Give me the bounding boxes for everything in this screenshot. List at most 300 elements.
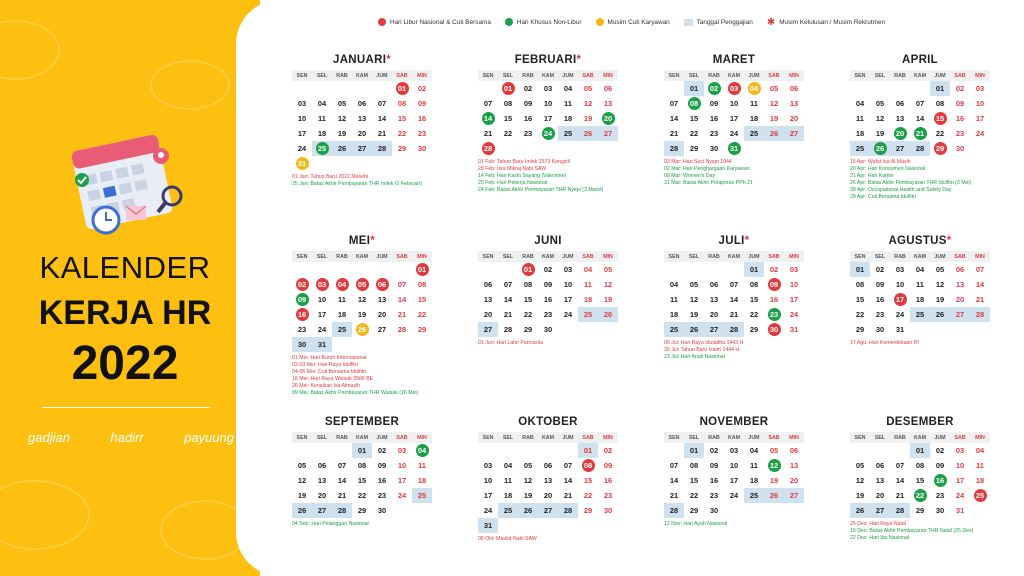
day-number: 03	[895, 265, 905, 274]
day-number: 09	[955, 99, 965, 108]
day-number: 31	[895, 325, 905, 334]
day-number: 14	[397, 295, 407, 304]
day-cell	[292, 277, 312, 292]
day-cell	[704, 503, 724, 518]
day-number: 07	[669, 99, 679, 108]
legend-square-icon	[684, 19, 693, 26]
day-cell	[970, 488, 990, 503]
day-number: 18	[503, 491, 513, 500]
empty-cell	[292, 262, 312, 277]
day-cell	[764, 473, 784, 488]
weekday-header: RAB	[704, 70, 724, 81]
weekday-header: SAB	[392, 432, 412, 443]
empty-cell	[292, 81, 312, 96]
day-cell	[930, 277, 950, 292]
weekday-header: SAB	[764, 432, 784, 443]
weekday-header: MIN	[598, 70, 618, 81]
weekday-header: RAB	[890, 251, 910, 262]
day-cell	[930, 111, 950, 126]
weekday-header: SEN	[292, 251, 312, 262]
day-cell	[372, 141, 392, 156]
day-number: 02	[935, 446, 945, 455]
day-cell	[352, 307, 372, 322]
day-cell	[538, 307, 558, 322]
day-cell	[518, 277, 538, 292]
weekday-header: MIN	[970, 70, 990, 81]
day-number: 26	[337, 144, 347, 153]
month-title	[664, 235, 804, 249]
day-number: 27	[709, 325, 719, 334]
day-cell	[724, 81, 744, 96]
day-cell	[970, 458, 990, 473]
day-cell	[764, 443, 784, 458]
day-number: 07	[377, 99, 387, 108]
day-number: 11	[856, 114, 864, 123]
day-number: 26	[523, 506, 533, 515]
day-cell	[664, 307, 684, 322]
weekday-header: JUM	[744, 432, 764, 443]
day-cell	[292, 96, 312, 111]
day-cell	[518, 458, 538, 473]
day-cell	[352, 488, 372, 503]
day-cell	[724, 141, 744, 156]
day-number: 30	[297, 340, 307, 349]
day-cell	[312, 473, 332, 488]
day-number: 22	[357, 491, 367, 500]
day-cell	[890, 126, 910, 141]
day-number: 13	[895, 114, 905, 123]
day-cell	[704, 488, 724, 503]
weekday-header: SEN	[664, 70, 684, 81]
holiday-note: 02-03 Mei: Hari Raya Idulfitri	[292, 362, 358, 368]
day-cell	[764, 488, 784, 503]
day-cell	[292, 126, 312, 141]
day-cell	[578, 126, 598, 141]
day-cell	[744, 96, 764, 111]
day-number: 08	[582, 459, 595, 472]
day-cell	[498, 277, 518, 292]
day-cell	[518, 262, 538, 277]
day-number: 25	[669, 325, 679, 334]
day-number: 16	[377, 476, 387, 485]
day-cell	[412, 126, 432, 141]
holiday-note: 22 Des: Hari Ibu Nasional	[850, 535, 910, 541]
day-number: 08	[523, 280, 533, 289]
legend-item	[684, 19, 753, 26]
month-name: MEI	[348, 235, 371, 247]
day-number: 01	[749, 265, 759, 274]
day-number: 31	[728, 142, 741, 155]
day-cell	[724, 473, 744, 488]
payuung-logo: payuung	[184, 430, 234, 445]
day-number: 02	[769, 265, 779, 274]
weekday-header: RAB	[704, 251, 724, 262]
day-cell	[784, 262, 804, 277]
day-number: 22	[689, 491, 699, 500]
day-cell	[850, 322, 870, 337]
day-grid	[292, 251, 432, 352]
day-number: 04	[669, 280, 679, 289]
day-cell	[352, 443, 372, 458]
day-cell	[578, 307, 598, 322]
weekday-header: KAM	[910, 251, 930, 262]
day-cell	[684, 277, 704, 292]
day-number: 04	[748, 82, 761, 95]
day-number: 30	[935, 506, 945, 515]
day-number: 16	[875, 295, 885, 304]
day-cell	[890, 503, 910, 518]
day-cell	[392, 81, 412, 96]
day-cell	[498, 503, 518, 518]
day-number: 11	[318, 114, 326, 123]
day-number: 22	[583, 491, 593, 500]
day-number: 25	[316, 142, 329, 155]
day-cell	[870, 488, 890, 503]
day-number: 24	[397, 491, 407, 500]
day-cell	[598, 111, 618, 126]
day-number: 01	[416, 263, 429, 276]
day-number: 15	[503, 114, 513, 123]
holiday-notes	[664, 521, 804, 528]
day-cell	[372, 503, 392, 518]
day-number: 04	[855, 99, 865, 108]
day-number: 23	[768, 308, 781, 321]
month-title	[478, 54, 618, 68]
day-cell	[870, 111, 890, 126]
day-cell	[704, 277, 724, 292]
day-number: 05	[689, 280, 699, 289]
day-number: 24	[542, 127, 555, 140]
day-number: 10	[895, 280, 905, 289]
day-cell	[664, 473, 684, 488]
day-number: 13	[875, 476, 885, 485]
day-cell	[930, 488, 950, 503]
weekday-header: KAM	[538, 432, 558, 443]
day-number: 30	[875, 325, 885, 334]
calendar-illustration-icon	[66, 128, 196, 238]
day-number: 06	[875, 461, 885, 470]
day-cell	[518, 96, 538, 111]
day-cell	[890, 111, 910, 126]
legend-dot-icon	[505, 18, 513, 26]
day-number: 26	[769, 491, 779, 500]
day-cell	[910, 141, 930, 156]
day-cell	[850, 473, 870, 488]
day-cell	[292, 322, 312, 337]
holiday-note: 25 Des: Hari Raya Natal	[850, 521, 906, 527]
month-juni	[478, 235, 618, 347]
brand-logos	[28, 430, 234, 445]
day-cell	[558, 126, 578, 141]
day-cell	[764, 96, 784, 111]
day-number: 19	[603, 295, 613, 304]
day-cell	[664, 503, 684, 518]
weekday-header: SEN	[478, 432, 498, 443]
day-cell	[930, 262, 950, 277]
day-number: 19	[689, 310, 699, 319]
day-cell	[478, 96, 498, 111]
day-number: 20	[789, 476, 799, 485]
day-cell	[684, 96, 704, 111]
day-cell	[890, 277, 910, 292]
day-number: 06	[317, 461, 327, 470]
day-cell	[558, 277, 578, 292]
day-number: 20	[602, 112, 615, 125]
day-number: 18	[915, 295, 925, 304]
day-cell	[684, 141, 704, 156]
weekday-header: SAB	[764, 251, 784, 262]
day-number: 02	[523, 84, 533, 93]
sidebar-panel	[0, 0, 260, 576]
day-cell	[558, 111, 578, 126]
day-number: 20	[483, 310, 493, 319]
month-oktober	[478, 416, 618, 543]
month-title	[292, 416, 432, 430]
day-cell	[518, 503, 538, 518]
day-cell	[292, 141, 312, 156]
day-cell	[312, 96, 332, 111]
day-cell	[332, 126, 352, 141]
recruitment-star-icon: *	[386, 54, 391, 66]
day-cell	[910, 262, 930, 277]
legend-label: Musim Kelulusan / Musim Rekrutmen	[779, 18, 886, 26]
day-cell	[684, 488, 704, 503]
day-number: 11	[750, 461, 758, 470]
day-cell	[498, 81, 518, 96]
month-september	[292, 416, 432, 528]
day-cell	[352, 473, 372, 488]
recruitment-star-icon: *	[370, 235, 376, 247]
day-cell	[744, 322, 764, 337]
month-desember	[850, 416, 990, 542]
day-number: 12	[769, 99, 779, 108]
day-cell	[312, 292, 332, 307]
day-cell	[704, 126, 724, 141]
day-cell	[784, 126, 804, 141]
month-name: AGUSTUS	[888, 235, 947, 247]
weekday-header: SEL	[870, 70, 890, 81]
day-cell	[332, 503, 352, 518]
weekday-header: JUM	[744, 70, 764, 81]
day-cell	[684, 126, 704, 141]
day-cell	[478, 307, 498, 322]
day-cell	[910, 458, 930, 473]
day-number: 09	[603, 461, 613, 470]
day-number: 23	[709, 491, 719, 500]
empty-cell	[372, 262, 392, 277]
day-number: 21	[397, 310, 407, 319]
holiday-note: 04-06 Mei: Cuti Bersama Idulfitri	[292, 369, 367, 375]
day-number: 08	[855, 280, 865, 289]
month-title	[292, 235, 432, 249]
day-number: 22	[855, 310, 865, 319]
empty-cell	[478, 262, 498, 277]
weekday-header: KAM	[724, 251, 744, 262]
day-number: 01	[502, 82, 515, 95]
day-cell	[930, 443, 950, 458]
day-number: 26	[603, 310, 613, 319]
day-number: 17	[563, 295, 573, 304]
month-name: DESEMBER	[886, 416, 954, 428]
day-cell	[704, 111, 724, 126]
day-cell	[870, 96, 890, 111]
holiday-notes	[664, 340, 804, 361]
day-number: 04	[317, 99, 327, 108]
day-cell	[392, 473, 412, 488]
month-november	[664, 416, 804, 528]
day-cell	[870, 262, 890, 277]
holiday-note: 14 Feb: Hari Kasih Sayang (Valentine)	[478, 173, 567, 179]
day-number: 24	[955, 491, 965, 500]
day-cell	[292, 503, 312, 518]
day-cell	[950, 443, 970, 458]
day-number: 21	[895, 491, 905, 500]
day-cell	[312, 126, 332, 141]
day-number: 28	[503, 325, 513, 334]
day-cell	[578, 458, 598, 473]
day-cell	[850, 262, 870, 277]
day-number: 19	[935, 295, 945, 304]
day-cell	[724, 307, 744, 322]
day-cell	[498, 111, 518, 126]
day-cell	[910, 277, 930, 292]
day-cell	[744, 111, 764, 126]
day-cell	[372, 458, 392, 473]
weekday-header: SEN	[850, 251, 870, 262]
day-cell	[684, 81, 704, 96]
weekday-header: JUM	[558, 70, 578, 81]
day-number: 11	[670, 295, 678, 304]
weekday-header: KAM	[352, 251, 372, 262]
day-cell	[558, 488, 578, 503]
day-number: 12	[689, 295, 699, 304]
weekday-header: SAB	[392, 70, 412, 81]
day-cell	[890, 473, 910, 488]
day-number: 05	[603, 265, 613, 274]
day-cell	[352, 322, 372, 337]
day-cell	[744, 488, 764, 503]
day-cell	[538, 81, 558, 96]
empty-cell	[392, 262, 412, 277]
day-number: 02	[955, 84, 965, 93]
day-cell	[930, 96, 950, 111]
day-number: 22	[749, 310, 759, 319]
day-cell	[664, 322, 684, 337]
day-number: 02	[377, 446, 387, 455]
day-number: 01	[396, 82, 409, 95]
day-cell	[372, 488, 392, 503]
holiday-notes	[478, 159, 618, 194]
day-number: 11	[584, 280, 592, 289]
day-number: 06	[709, 280, 719, 289]
legend	[378, 18, 885, 26]
weekday-header: KAM	[538, 70, 558, 81]
day-cell	[352, 96, 372, 111]
empty-cell	[870, 81, 890, 96]
weekday-header: JUM	[558, 251, 578, 262]
day-cell	[558, 292, 578, 307]
day-cell	[578, 81, 598, 96]
day-number: 21	[563, 491, 573, 500]
holiday-note: 17 Agu: Hari Kemerdekaan RI	[850, 340, 919, 346]
day-cell	[870, 473, 890, 488]
holiday-note: 03 Mar: Hari Suci Nyepi 1944	[664, 159, 732, 165]
day-cell	[850, 458, 870, 473]
empty-cell	[498, 262, 518, 277]
weekday-header: SEN	[478, 70, 498, 81]
day-number: 07	[915, 99, 925, 108]
day-number: 19	[769, 114, 779, 123]
legend-dot-icon	[378, 18, 386, 26]
weekday-header: JUM	[930, 432, 950, 443]
day-cell	[292, 156, 312, 171]
day-cell	[578, 277, 598, 292]
holiday-note: 01 Jun: Hari Lahir Pancasila	[478, 340, 543, 346]
day-number: 03	[483, 461, 493, 470]
weekday-header: RAB	[518, 70, 538, 81]
weekday-header: SEL	[498, 70, 518, 81]
day-cell	[890, 292, 910, 307]
day-cell	[784, 307, 804, 322]
day-number: 13	[357, 114, 367, 123]
day-number: 15	[689, 114, 699, 123]
month-mei	[292, 235, 432, 397]
day-cell	[332, 322, 352, 337]
day-number: 02	[603, 446, 613, 455]
day-grid	[292, 70, 432, 171]
day-number: 26	[874, 142, 887, 155]
day-cell	[870, 292, 890, 307]
day-cell	[578, 262, 598, 277]
day-number: 16	[543, 295, 553, 304]
day-number: 10	[543, 99, 553, 108]
day-number: 22	[689, 129, 699, 138]
day-cell	[784, 473, 804, 488]
day-number: 10	[729, 461, 739, 470]
empty-cell	[332, 443, 352, 458]
day-cell	[598, 458, 618, 473]
day-cell	[498, 126, 518, 141]
day-number: 09	[543, 280, 553, 289]
holiday-notes	[292, 174, 432, 188]
day-cell	[538, 458, 558, 473]
day-number: 20	[317, 491, 327, 500]
curve-divider	[236, 0, 296, 576]
day-number: 25	[749, 491, 759, 500]
day-cell	[930, 292, 950, 307]
day-number: 21	[669, 129, 679, 138]
day-cell	[558, 473, 578, 488]
month-name: NOVEMBER	[699, 416, 769, 428]
holiday-notes	[850, 521, 990, 542]
day-cell	[930, 141, 950, 156]
day-number: 19	[583, 114, 593, 123]
weekday-header: SEN	[850, 432, 870, 443]
weekday-header: SEN	[292, 432, 312, 443]
month-agustus	[850, 235, 990, 347]
day-number: 29	[397, 144, 407, 153]
day-cell	[538, 292, 558, 307]
day-cell	[950, 458, 970, 473]
day-number: 06	[603, 84, 613, 93]
day-cell	[950, 96, 970, 111]
empty-cell	[850, 443, 870, 458]
day-number: 06	[895, 99, 905, 108]
weekday-header: KAM	[352, 70, 372, 81]
day-number: 19	[769, 476, 779, 485]
empty-cell	[312, 443, 332, 458]
day-number: 05	[855, 461, 865, 470]
